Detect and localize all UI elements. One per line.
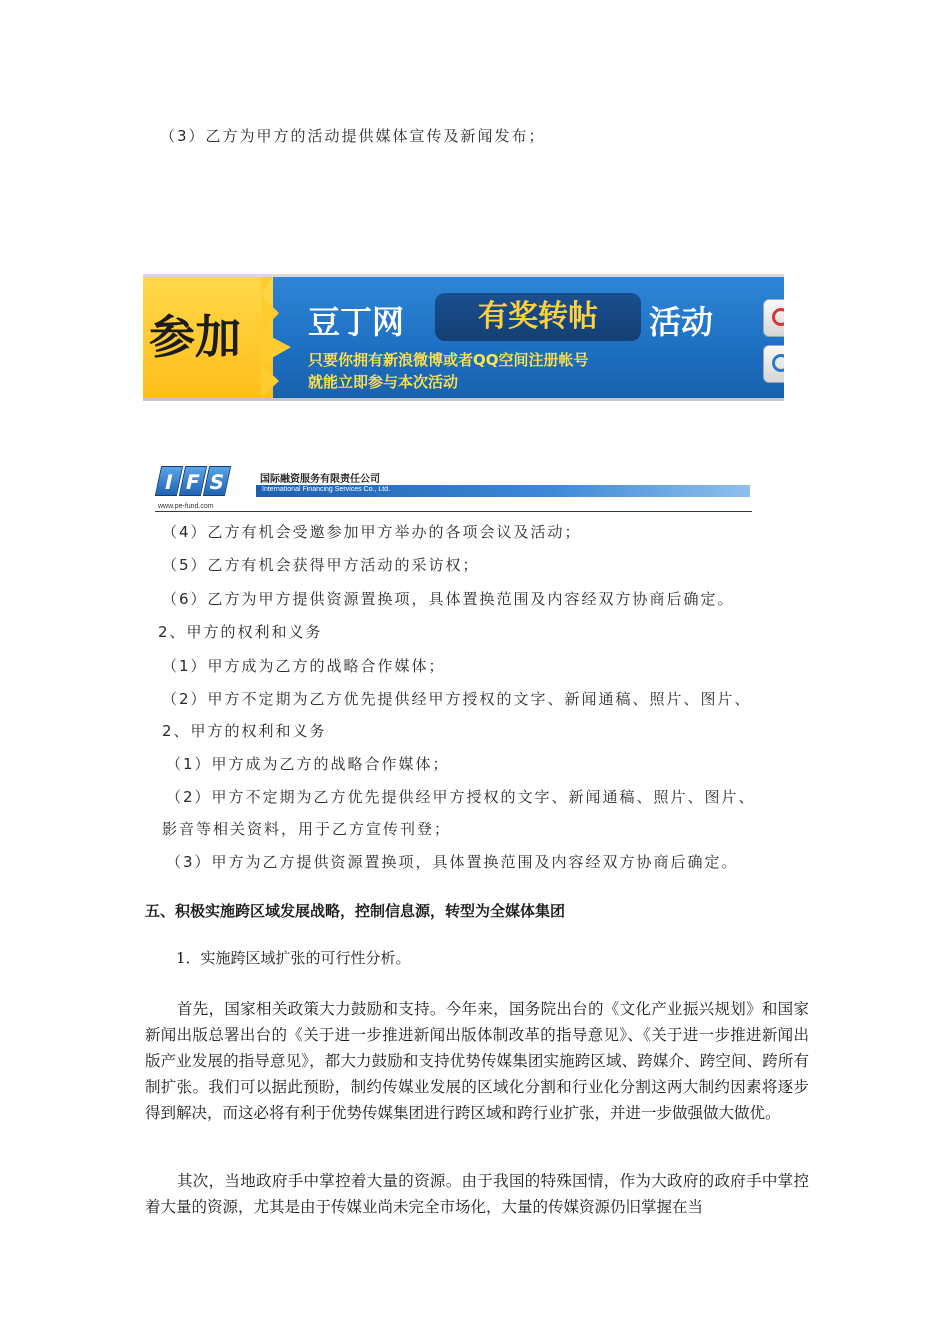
section-heading: 五、积极实施跨区域发展战略，控制信息源，转型为全媒体集团 (145, 902, 566, 920)
banner-event-word: 活动 (649, 303, 714, 341)
scan-line: （2）甲方不定期为乙方优先提供经甲方授权的文字、新闻通稿、照片、图片、 (166, 788, 756, 806)
scan-line: （2）甲方不定期为乙方优先提供经甲方授权的文字、新闻通稿、照片、图片、 (162, 690, 752, 708)
banner-line-1: 只要你拥有新浪微博或者QQ空间注册帐号 (308, 351, 589, 369)
banner-join-text: 参加 (143, 277, 273, 398)
body-paragraph-2: 其次，当地政府手中掌控着大量的资源。由于我国的特殊国情，作为大政府的政府手中掌控着大量的资源，尤其是由于传媒业尚未完全市场化，大量的传媒资源仍旧掌握在当 (145, 1172, 809, 1216)
weibo-share-button[interactable] (763, 299, 784, 337)
banner-highlight: 有奖转帖 (435, 293, 641, 341)
scan-line: （3）甲方为乙方提供资源置换项，具体置换范围及内容经双方协商后确定。 (166, 853, 739, 871)
scan-line: 2、甲方的权利和义务 (162, 722, 327, 740)
logo-letter: I (155, 466, 183, 496)
banner-site-name: 豆丁网 (308, 303, 405, 341)
scan-line: （6）乙方为甲方提供资源置换项，具体置换范围及内容经双方协商后确定。 (162, 590, 735, 608)
logo-letter: F (179, 466, 207, 496)
scan-line: 影音等相关资料，用于乙方宣传刊登； (162, 820, 452, 838)
company-name-cn: 国际融资服务有限责任公司 (260, 474, 380, 485)
subheading: 1．实施跨区域扩张的可行性分析。 (176, 949, 411, 967)
scan-item-3: （3）乙方为甲方的活动提供媒体宣传及新闻发布； (160, 127, 546, 145)
promo-banner[interactable] (143, 274, 784, 401)
scan-line: （1）甲方成为乙方的战略合作媒体； (162, 657, 446, 675)
scan-line: （1）甲方成为乙方的战略合作媒体； (166, 755, 450, 773)
company-url: www.pe-fund.com (158, 503, 214, 510)
qzone-share-button[interactable] (763, 345, 784, 383)
scan-line: （4）乙方有机会受邀参加甲方举办的各项会议及活动； (162, 523, 582, 541)
header-divider (155, 511, 752, 512)
ifs-logo (158, 466, 236, 502)
scan-line: （5）乙方有机会获得甲方活动的采访权； (162, 556, 480, 574)
logo-letter: S (203, 466, 231, 496)
company-name-en: International Financing Services Co., Ltd. (262, 486, 391, 493)
scan-line: 2、甲方的权利和义务 (158, 623, 323, 641)
qzone-icon (772, 354, 784, 372)
body-paragraph-1: 首先，国家相关政策大力鼓励和支持。今年来，国务院出台的《文化产业振兴规划》和国家新闻出版总署出台的《关于进一步推进新闻出版体制改革的指导意见》、《关于进一步推进新闻出版产业发展的指导意见》，都大力鼓励和支持优势传媒集团实施跨区域、跨媒介、跨空间、跨所有制扩张。我们可以据此预盼，制约传媒业发展的区域化分割和行业化分割这两大制约因素将逐步得到解决，而这必将有利于优势传媒集团进行跨区域和跨行业扩张，并进一步做强做大做优。 (145, 1000, 809, 1122)
weibo-icon (772, 308, 784, 326)
banner-line-2: 就能立即参与本次活动 (308, 373, 459, 391)
